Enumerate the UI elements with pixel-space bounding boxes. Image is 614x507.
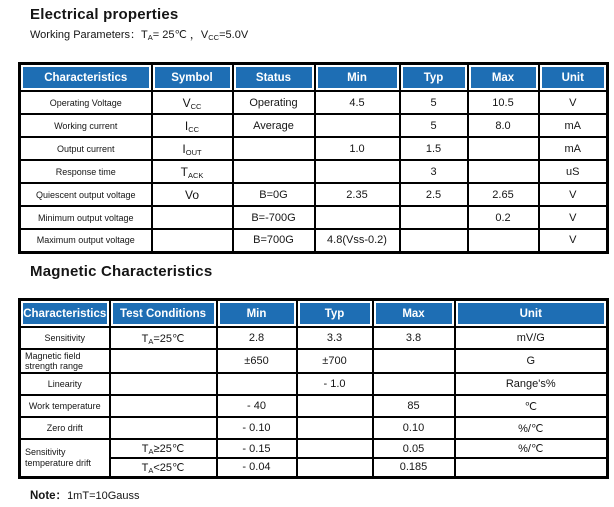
- value-cell: ℃: [455, 395, 608, 417]
- characteristic-cell: Sensitivity temperature drift: [20, 439, 110, 477]
- value-cell: $T_A\ge 25℃$: [110, 439, 217, 458]
- value-cell: 10.5: [468, 91, 539, 114]
- value-cell: 8.0: [468, 114, 539, 137]
- characteristic-cell: Sensitivity: [20, 327, 110, 349]
- value-cell: 0.05: [373, 439, 455, 458]
- value-cell: V: [539, 91, 608, 114]
- table-row: [20, 417, 608, 439]
- value-cell: uS: [539, 160, 608, 183]
- value-cell: [297, 417, 373, 439]
- table-row: [20, 327, 608, 349]
- value-cell: [373, 373, 455, 395]
- value-cell: G: [455, 349, 608, 373]
- table-row: [20, 373, 608, 395]
- column-header-characteristics: Characteristics: [20, 64, 152, 92]
- characteristic-cell: Quiescent output voltage: [20, 183, 152, 206]
- table-row: [20, 160, 608, 183]
- table-row: [20, 114, 608, 137]
- value-cell: [400, 206, 468, 229]
- note-label: Note：: [30, 490, 68, 502]
- value-cell: 1.0: [315, 137, 400, 160]
- characteristic-cell: Operating Voltage: [20, 91, 152, 114]
- value-cell: [297, 439, 373, 458]
- value-cell: [468, 137, 539, 160]
- characteristic-cell: Response time: [20, 160, 152, 183]
- magnetic-characteristics-table: [18, 298, 609, 479]
- value-cell: 3: [400, 160, 468, 183]
- value-cell: 85: [373, 395, 455, 417]
- value-cell: %/℃: [455, 439, 608, 458]
- characteristic-cell: Linearity: [20, 373, 110, 395]
- column-header-unit: Unit: [539, 64, 608, 92]
- column-header-typ: Typ: [400, 64, 468, 92]
- characteristic-cell: Zero drift: [20, 417, 110, 439]
- value-cell: [455, 458, 608, 477]
- column-header-max: Max: [468, 64, 539, 92]
- value-cell: [315, 160, 400, 183]
- value-cell: ±650: [217, 349, 297, 373]
- characteristic-cell: Output current: [20, 137, 152, 160]
- column-header-max: Max: [373, 300, 455, 328]
- value-cell: - 0.04: [217, 458, 297, 477]
- value-cell: - 1.0: [297, 373, 373, 395]
- table-row: [20, 137, 608, 160]
- value-cell: $T_{ACK}$: [152, 160, 233, 183]
- value-cell: V: [539, 206, 608, 229]
- value-cell: $I_{CC}$: [152, 114, 233, 137]
- value-cell: Average: [233, 114, 315, 137]
- value-cell: 3.8: [373, 327, 455, 349]
- value-cell: [110, 417, 217, 439]
- value-cell: 0.185: [373, 458, 455, 477]
- column-header-unit: Unit: [455, 300, 608, 328]
- column-header-min: Min: [217, 300, 297, 328]
- note-text: 1mT=10Gauss: [67, 490, 140, 502]
- value-cell: [110, 373, 217, 395]
- value-cell: [400, 229, 468, 252]
- header-row: [20, 300, 608, 328]
- value-cell: B=700G: [233, 229, 315, 252]
- value-cell: [373, 349, 455, 373]
- table-row: [20, 439, 608, 458]
- value-cell: 4.8(Vss-0.2): [315, 229, 400, 252]
- table-row: [20, 395, 608, 417]
- value-cell: $I_{OUT}$: [152, 137, 233, 160]
- column-header-symbol: Symbol: [152, 64, 233, 92]
- value-cell: B=0G: [233, 183, 315, 206]
- value-cell: Operating: [233, 91, 315, 114]
- value-cell: $T_A<25℃$: [110, 458, 217, 477]
- value-cell: $T_A=25℃$: [110, 327, 217, 349]
- value-cell: mA: [539, 137, 608, 160]
- value-cell: $V_{CC}$: [152, 91, 233, 114]
- value-cell: 1.5: [400, 137, 468, 160]
- table-row: [20, 229, 608, 252]
- magnetic-section-title: Magnetic Characteristics: [30, 263, 213, 280]
- column-header-min: Min: [315, 64, 400, 92]
- characteristic-cell: Magnetic field strength range: [20, 349, 110, 373]
- value-cell: - 0.10: [217, 417, 297, 439]
- value-cell: 2.65: [468, 183, 539, 206]
- characteristic-cell: Maximum output voltage: [20, 229, 152, 252]
- value-cell: [110, 395, 217, 417]
- value-cell: [233, 160, 315, 183]
- table-row: [20, 91, 608, 114]
- value-cell: [110, 349, 217, 373]
- value-cell: B=-700G: [233, 206, 315, 229]
- value-cell: [297, 458, 373, 477]
- value-cell: 2.8: [217, 327, 297, 349]
- value-cell: V: [539, 183, 608, 206]
- value-cell: 0.2: [468, 206, 539, 229]
- characteristic-cell: Work temperature: [20, 395, 110, 417]
- value-cell: 2.5: [400, 183, 468, 206]
- electrical-section-title: Electrical properties: [30, 6, 179, 23]
- value-cell: %/℃: [455, 417, 608, 439]
- column-header-typ: Typ: [297, 300, 373, 328]
- value-cell: 0.10: [373, 417, 455, 439]
- value-cell: [152, 229, 233, 252]
- value-cell: [315, 206, 400, 229]
- value-cell: [315, 114, 400, 137]
- electrical-properties-table: [18, 62, 609, 254]
- value-cell: [152, 206, 233, 229]
- column-header-characteristics: Characteristics: [20, 300, 110, 328]
- value-cell: [297, 395, 373, 417]
- value-cell: 2.35: [315, 183, 400, 206]
- value-cell: [468, 160, 539, 183]
- value-cell: V: [539, 229, 608, 252]
- value-cell: mV/G: [455, 327, 608, 349]
- value-cell: Range's%: [455, 373, 608, 395]
- working-parameters-line: Working Parameters：$T_A=$ 25℃ ，$V_{CC}=5.0V$: [30, 29, 249, 42]
- column-header-status: Status: [233, 64, 315, 92]
- value-cell: 3.3: [297, 327, 373, 349]
- value-cell: Vo: [152, 183, 233, 206]
- value-cell: - 0.15: [217, 439, 297, 458]
- value-cell: [468, 229, 539, 252]
- value-cell: - 40: [217, 395, 297, 417]
- value-cell: 5: [400, 91, 468, 114]
- footnote: [30, 487, 140, 503]
- column-header-test-conditions: Test Conditions: [110, 300, 217, 328]
- table-row: [20, 206, 608, 229]
- header-row: [20, 64, 608, 92]
- characteristic-cell: Minimum output voltage: [20, 206, 152, 229]
- value-cell: 4.5: [315, 91, 400, 114]
- value-cell: 5: [400, 114, 468, 137]
- characteristic-cell: Working current: [20, 114, 152, 137]
- table-row: [20, 183, 608, 206]
- value-cell: ±700: [297, 349, 373, 373]
- value-cell: [217, 373, 297, 395]
- table-row: [20, 349, 608, 373]
- value-cell: [233, 137, 315, 160]
- value-cell: mA: [539, 114, 608, 137]
